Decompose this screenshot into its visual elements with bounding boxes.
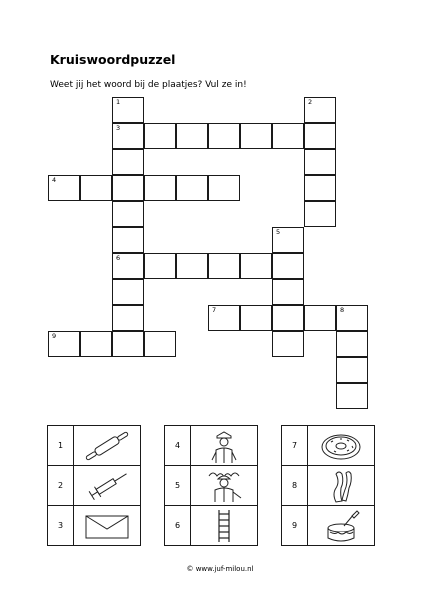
clue-number: 8 [282, 466, 308, 506]
crossword-cell[interactable] [336, 305, 368, 331]
crossword-cell[interactable] [272, 305, 304, 331]
clue-number: 9 [282, 506, 308, 546]
clue-row [282, 466, 375, 506]
clue-picture [191, 506, 258, 546]
clue-start-number: 9 [52, 332, 57, 340]
crossword-cell[interactable] [80, 175, 112, 201]
crossword-cell[interactable] [304, 123, 336, 149]
crossword-cell[interactable] [112, 279, 144, 305]
clue-start-number: 5 [276, 228, 281, 236]
crossword-cell[interactable] [304, 97, 336, 123]
crossword-cell[interactable] [112, 201, 144, 227]
crossword-cell[interactable] [112, 227, 144, 253]
clue-table-2 [164, 425, 258, 546]
crossword-cell[interactable] [112, 253, 144, 279]
cake-icon [314, 508, 368, 544]
clue-row [48, 466, 141, 506]
crossword-cell[interactable] [112, 149, 144, 175]
peanuts-icon [314, 468, 368, 504]
crossword-cell[interactable] [112, 123, 144, 149]
crossword-cell[interactable] [112, 97, 144, 123]
instruction-text: Weet jij het woord bij de plaatjes? Vul ze in! [50, 80, 247, 90]
police-officer-icon [197, 428, 251, 464]
clue-picture [191, 426, 258, 466]
crossword-cell[interactable] [112, 331, 144, 357]
clue-row [282, 506, 375, 546]
ladder-icon [197, 508, 251, 544]
crossword-cell[interactable] [272, 227, 304, 253]
copyright-footer: © www.juf-milou.nl [186, 565, 254, 573]
rolling-pin-icon [80, 429, 134, 463]
donut-icon [314, 429, 368, 463]
clue-row [282, 426, 375, 466]
crossword-cell[interactable] [144, 123, 176, 149]
crossword-cell[interactable] [208, 305, 240, 331]
crossword-cell[interactable] [112, 305, 144, 331]
crossword-cell[interactable] [176, 253, 208, 279]
crossword-cell[interactable] [240, 305, 272, 331]
crossword-cell[interactable] [272, 253, 304, 279]
crossword-cell[interactable] [304, 149, 336, 175]
clue-picture [74, 506, 141, 546]
crossword-cell[interactable] [144, 331, 176, 357]
clue-start-number: 1 [116, 98, 121, 106]
clue-start-number: 3 [116, 124, 121, 132]
clue-picture [74, 426, 141, 466]
crossword-cell[interactable] [144, 253, 176, 279]
clue-number: 7 [282, 426, 308, 466]
clue-row [165, 466, 258, 506]
crossword-cell[interactable] [48, 175, 80, 201]
clue-table-1 [47, 425, 141, 546]
crossword-cell[interactable] [176, 123, 208, 149]
clue-start-number: 8 [340, 306, 345, 314]
clue-row [165, 426, 258, 466]
crossword-cell[interactable] [336, 357, 368, 383]
crossword-cell[interactable] [304, 201, 336, 227]
clue-row [48, 506, 141, 546]
crossword-cell[interactable] [304, 305, 336, 331]
clue-table-3 [281, 425, 375, 546]
crossword-cell[interactable] [336, 383, 368, 409]
crossword-cell[interactable] [272, 279, 304, 305]
envelope-icon [80, 509, 134, 543]
crossword-cell[interactable] [112, 175, 144, 201]
clue-number: 2 [48, 466, 74, 506]
syringe-icon [80, 469, 134, 503]
clue-number: 5 [165, 466, 191, 506]
crossword-cell[interactable] [208, 123, 240, 149]
clue-start-number: 7 [212, 306, 217, 314]
clue-start-number: 6 [116, 254, 121, 262]
crossword-cell[interactable] [176, 175, 208, 201]
clue-picture [308, 466, 375, 506]
clue-number: 1 [48, 426, 74, 466]
crossword-cell[interactable] [272, 123, 304, 149]
clue-number: 4 [165, 426, 191, 466]
firefighter-icon [197, 468, 251, 504]
crossword-cell[interactable] [336, 331, 368, 357]
clue-picture [191, 466, 258, 506]
crossword-cell[interactable] [80, 331, 112, 357]
clue-row [165, 506, 258, 546]
crossword-cell[interactable] [48, 331, 80, 357]
clue-number: 6 [165, 506, 191, 546]
crossword-cell[interactable] [240, 123, 272, 149]
clue-picture [308, 426, 375, 466]
crossword-cell[interactable] [304, 175, 336, 201]
crossword-cell[interactable] [208, 175, 240, 201]
clue-number: 3 [48, 506, 74, 546]
clue-start-number: 2 [308, 98, 313, 106]
crossword-cell[interactable] [144, 175, 176, 201]
clue-picture [74, 466, 141, 506]
clue-row [48, 426, 141, 466]
crossword-cell[interactable] [240, 253, 272, 279]
crossword-cell[interactable] [208, 253, 240, 279]
clue-start-number: 4 [52, 176, 57, 184]
crossword-cell[interactable] [272, 331, 304, 357]
clue-picture [308, 506, 375, 546]
page-title: Kruiswoordpuzzel [50, 52, 176, 67]
